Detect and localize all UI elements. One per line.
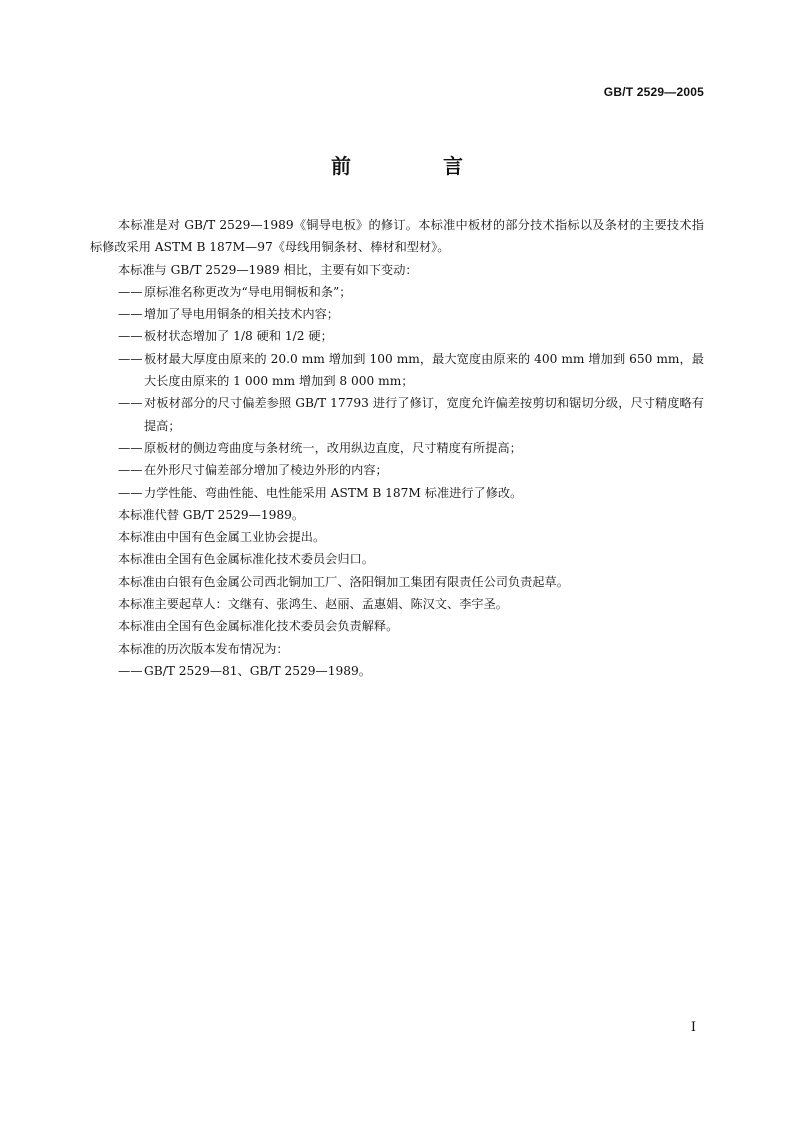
dash-mark: —— [118, 440, 143, 455]
paragraph: 本标准主要起草人：文继有、张鸿生、赵丽、孟惠娟、陈汉文、李宇圣。 [118, 597, 508, 612]
dash-mark: —— [118, 307, 143, 322]
paragraph: 本标准由全国有色金属标准化技术委员会归口。 [118, 552, 374, 567]
dash-mark: —— [118, 463, 143, 478]
list-item [90, 281, 704, 303]
dash-mark: —— [118, 396, 143, 411]
page-number: I [690, 1020, 696, 1035]
list-item-text: 板材状态增加了 1/8 硬和 1/2 硬； [144, 329, 333, 344]
list-item-text: 板材最大厚度由原来的 20.0 mm 增加到 100 mm，最大宽度由原来的 400 mm 增加到 650 mm，最大长度由原来的 1 000 mm 增加到 8 000 mm； [144, 351, 704, 389]
list-item-text: 力学性能、弯曲性能、电性能采用 ASTM B 187M 标准进行了修改。 [144, 485, 523, 500]
paragraph: 本标准代替 GB/T 2529—1989。 [118, 507, 305, 522]
paragraph: 本标准是对 GB/T 2529—1989《铜导电板》的修订。本标准中板材的部分技术指标以及条材的主要技术指标修改采用 ASTM B 187M—97《母线用铜条材、棒材和型材》。 [90, 218, 704, 255]
list-item-text: 增加了导电用铜条的相关技术内容； [144, 307, 339, 322]
paragraph: 本标准的历次版本发布情况为： [118, 641, 289, 656]
list-item [90, 348, 704, 393]
dash-mark: —— [118, 485, 143, 500]
list-item [90, 303, 704, 325]
list-item [90, 392, 704, 437]
list-item [90, 482, 704, 504]
paragraph: 本标准由白银有色金属公司西北铜加工厂、洛阳铜加工集团有限责任公司负责起草。 [118, 574, 569, 589]
page-title: 前 言 [331, 154, 499, 178]
dash-mark: —— [118, 284, 143, 299]
list-item-text: 在外形尺寸偏差部分增加了棱边外形的内容； [144, 463, 388, 478]
document-body [90, 214, 704, 682]
dash-mark: —— [118, 351, 143, 366]
list-item [90, 325, 704, 347]
list-item-text: 对板材部分的尺寸偏差参照 GB/T 17793 进行了修订，宽度允许偏差按剪切和锯切分级，尺寸精度略有提高； [144, 396, 704, 433]
list-item-text: GB/T 2529—81、GB/T 2529—1989。 [144, 663, 371, 678]
document-code: GB/T 2529—2005 [603, 85, 704, 99]
list-item [90, 660, 704, 682]
list-item-text: 原板材的侧边弯曲度与条材统一，改用纵边直度，尺寸精度有所提高； [144, 440, 522, 455]
paragraph: 本标准与 GB/T 2529—1989 相比，主要有如下变动： [118, 262, 418, 277]
list-item-text: 原标准名称更改为“导电用铜板和条”； [144, 284, 352, 299]
list-item [90, 437, 704, 459]
dash-mark: —— [118, 663, 143, 678]
paragraph: 本标准由中国有色金属工业协会提出。 [118, 530, 326, 545]
paragraph: 本标准由全国有色金属标准化技术委员会负责解释。 [118, 619, 399, 634]
dash-mark: —— [118, 329, 143, 344]
list-item [90, 459, 704, 481]
